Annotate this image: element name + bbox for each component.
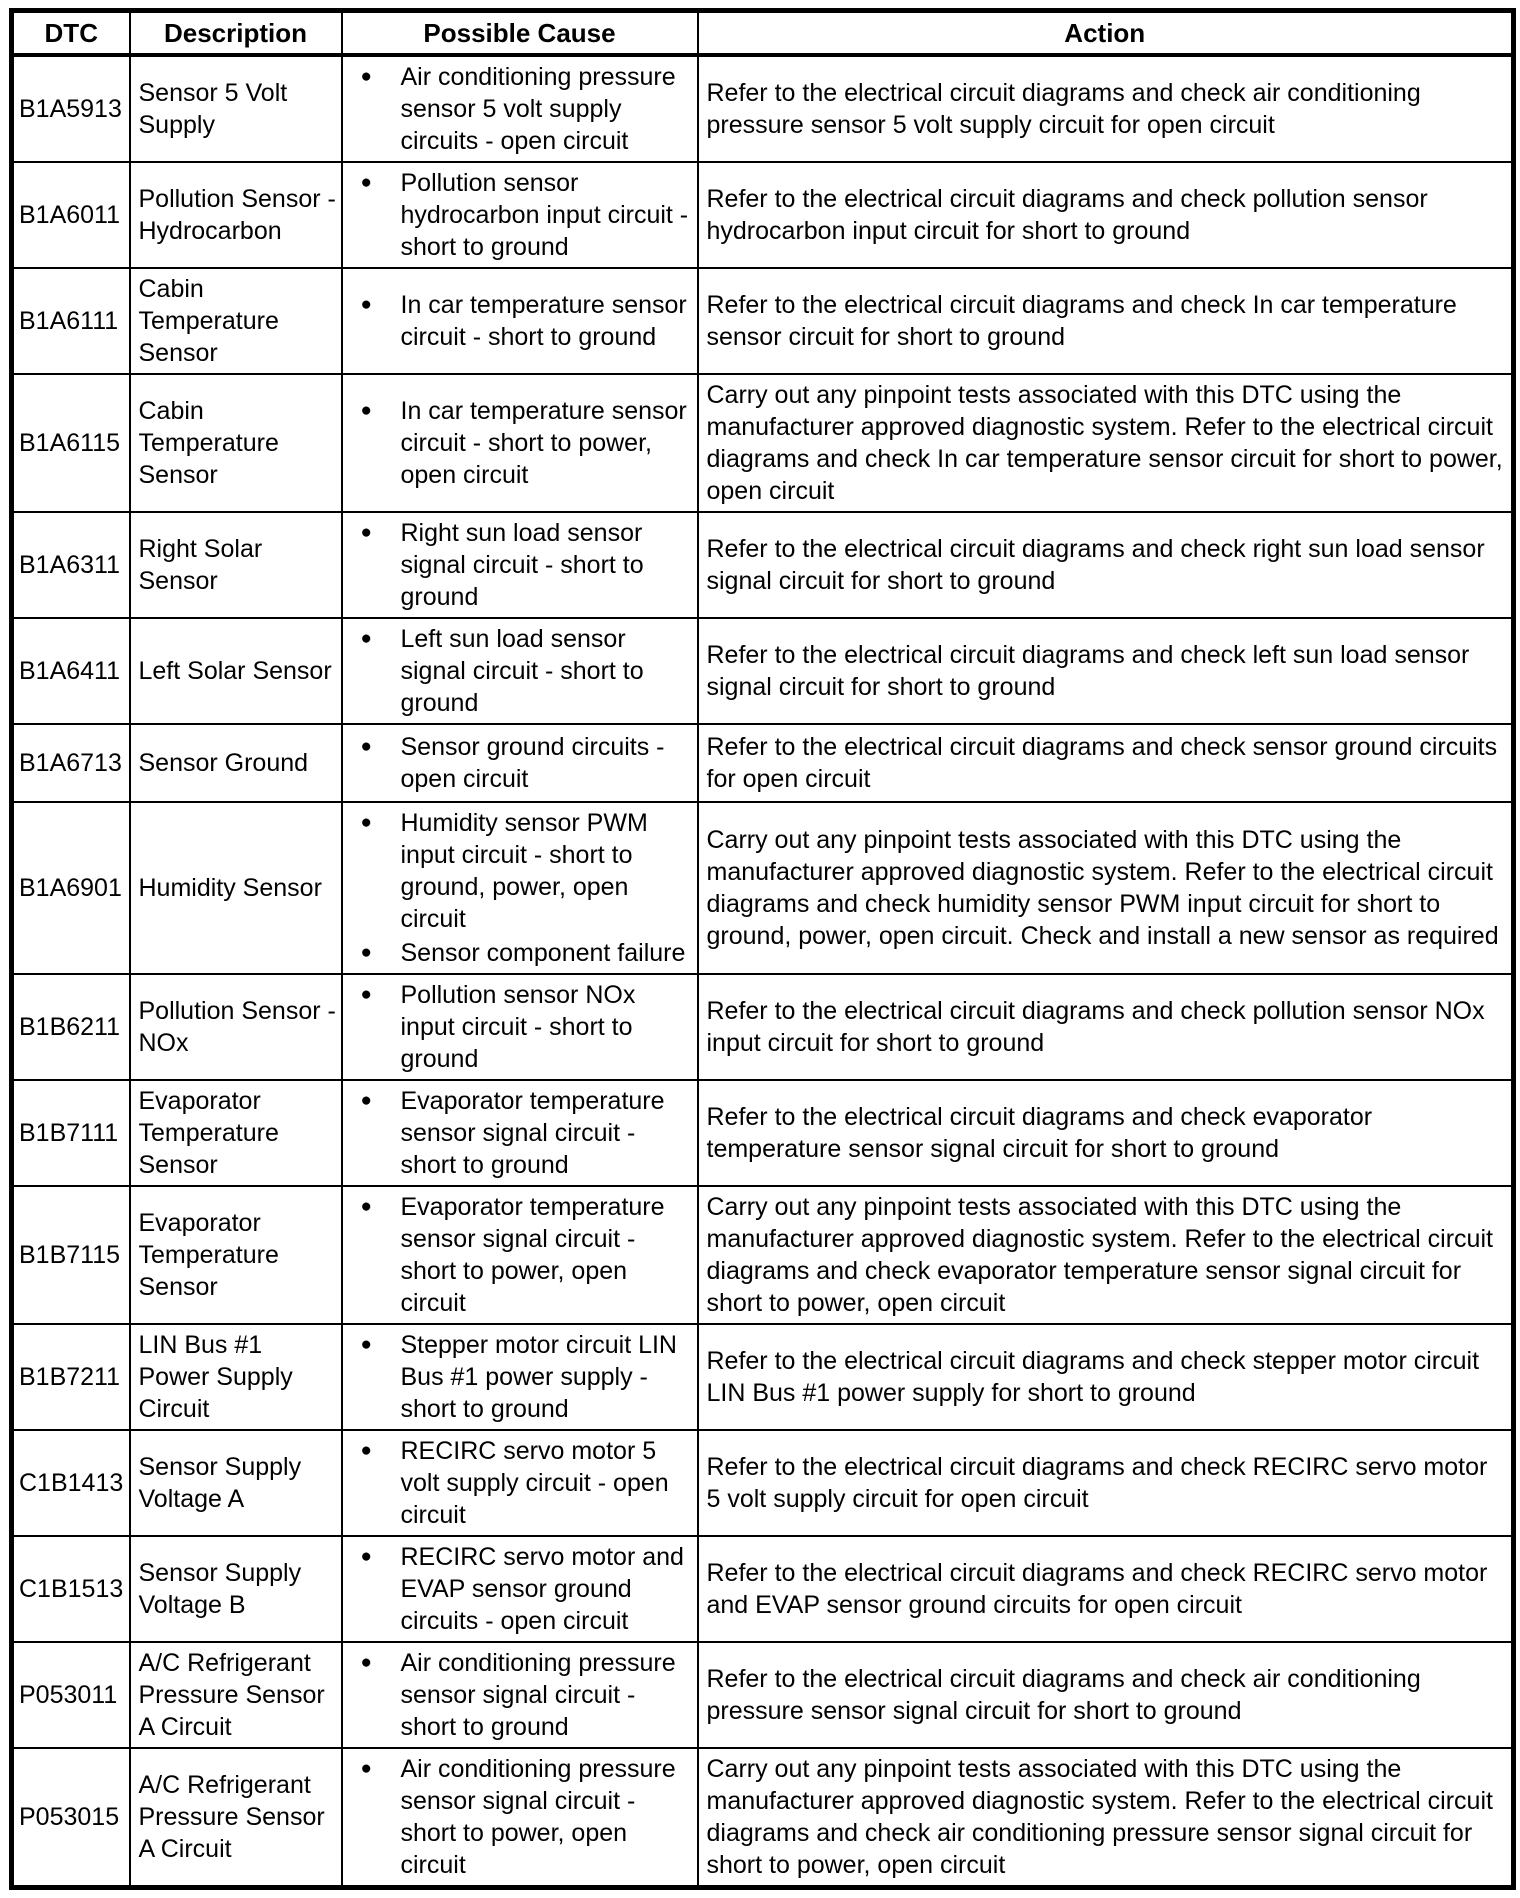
dtc-description: Sensor Supply Voltage B [130,1536,342,1642]
dtc-code: P053011 [12,1642,130,1748]
bullet-icon: ● [360,1090,372,1111]
dtc-code: B1B7211 [12,1324,130,1430]
possible-cause-cell [342,374,698,512]
dtc-code: B1A6411 [12,618,130,724]
dtc-description: Pollution Sensor - Hydrocarbon [130,162,342,268]
cause-text: Evaporator temperature sensor signal circuit - short to ground [400,1087,665,1179]
cause-item [345,167,695,263]
cause-item [345,1085,695,1181]
cause-item [345,1191,695,1319]
cause-item [345,731,695,795]
cause-item [345,61,695,157]
action-cell: Refer to the electrical circuit diagrams and check RECIRC servo motor and EVAP sensor ground circuits for open circuit [698,1536,1514,1642]
table-row [12,268,1514,374]
possible-cause-cell [342,1324,698,1430]
action-cell: Carry out any pinpoint tests associated with this DTC using the manufacturer approved diagnostic system. Refer to the electrical circuit diagrams and check evaporator temperature sensor signal circuit for short to power, open circuit [698,1186,1514,1324]
cause-text: Pollution sensor hydrocarbon input circuit - short to ground [400,169,689,261]
cause-item [345,1329,695,1425]
cause-item [345,289,695,353]
bullet-icon: ● [360,984,372,1005]
cause-text: In car temperature sensor circuit - short to ground [400,291,687,351]
bullet-icon: ● [360,942,372,963]
dtc-description: A/C Refrigerant Pressure Sensor A Circuit [130,1642,342,1748]
cause-text: Right sun load sensor signal circuit - short to ground [400,519,644,611]
cause-item [345,807,695,935]
possible-cause-cell [342,724,698,802]
bullet-icon: ● [360,522,372,543]
cause-item [345,1541,695,1637]
bullet-icon: ● [360,1546,372,1567]
cause-text: Sensor component failure [400,939,686,967]
table-row [12,1642,1514,1748]
cause-item [345,937,695,969]
action-cell: Refer to the electrical circuit diagrams and check In car temperature sensor circuit for short to ground [698,268,1514,374]
cause-text: Pollution sensor NOx input circuit - short to ground [400,981,636,1073]
dtc-code: B1A6901 [12,802,130,974]
dtc-code: B1B7115 [12,1186,130,1324]
dtc-description: Humidity Sensor [130,802,342,974]
bullet-icon: ● [360,1334,372,1355]
cause-item [345,623,695,719]
table-row [12,1430,1514,1536]
col-header-action: Action [698,11,1514,56]
bullet-icon: ● [360,1758,372,1779]
dtc-code: B1A6111 [12,268,130,374]
possible-cause-cell [342,1536,698,1642]
dtc-code: C1B1513 [12,1536,130,1642]
possible-cause-cell [342,1642,698,1748]
dtc-code: B1A6115 [12,374,130,512]
bullet-icon: ● [360,1652,372,1673]
cause-text: In car temperature sensor circuit - short to power, open circuit [400,397,687,489]
cause-text: Air conditioning pressure sensor 5 volt supply circuits - open circuit [400,63,676,155]
table-row [12,55,1514,162]
table-row [12,1080,1514,1186]
dtc-description: LIN Bus #1 Power Supply Circuit [130,1324,342,1430]
bullet-icon: ● [360,736,372,757]
possible-cause-cell [342,268,698,374]
cause-item [345,1435,695,1531]
bullet-icon: ● [360,812,372,833]
action-cell: Refer to the electrical circuit diagrams and check stepper motor circuit LIN Bus #1 power supply for short to ground [698,1324,1514,1430]
bullet-icon: ● [360,66,372,87]
table-row [12,1186,1514,1324]
action-cell: Carry out any pinpoint tests associated with this DTC using the manufacturer approved diagnostic system. Refer to the electrical circuit diagrams and check In car temperature sensor circuit for short to power, open circuit [698,374,1514,512]
header-row [12,11,1514,56]
table-row [12,724,1514,802]
dtc-code: B1B7111 [12,1080,130,1186]
action-cell: Carry out any pinpoint tests associated with this DTC using the manufacturer approved diagnostic system. Refer to the electrical circuit diagrams and check humidity sensor PWM input circuit for short to ground, power, open circuit. Check and install a new sensor as required [698,802,1514,974]
dtc-description: A/C Refrigerant Pressure Sensor A Circuit [130,1748,342,1888]
dtc-code: P053015 [12,1748,130,1888]
bullet-icon: ● [360,1196,372,1217]
col-header-description: Description [130,11,342,56]
table-row [12,802,1514,974]
dtc-code: B1A6011 [12,162,130,268]
cause-text: Air conditioning pressure sensor signal circuit - short to power, open circuit [400,1755,676,1879]
cause-text: Air conditioning pressure sensor signal circuit - short to ground [400,1649,676,1741]
cause-item [345,1753,695,1881]
table-row [12,618,1514,724]
action-cell: Refer to the electrical circuit diagrams and check evaporator temperature sensor signal circuit for short to ground [698,1080,1514,1186]
action-cell: Refer to the electrical circuit diagrams and check sensor ground circuits for open circuit [698,724,1514,802]
cause-item [345,517,695,613]
possible-cause-cell [342,1430,698,1536]
action-cell: Refer to the electrical circuit diagrams and check right sun load sensor signal circuit for short to ground [698,512,1514,618]
table-row [12,1324,1514,1430]
possible-cause-cell [342,1186,698,1324]
dtc-description: Sensor Supply Voltage A [130,1430,342,1536]
dtc-table [9,8,1516,1890]
possible-cause-cell [342,618,698,724]
bullet-icon: ● [360,1440,372,1461]
cause-item [345,395,695,491]
table-row [12,374,1514,512]
possible-cause-cell [342,162,698,268]
table-row [12,512,1514,618]
action-cell: Refer to the electrical circuit diagrams and check RECIRC servo motor 5 volt supply circuit for open circuit [698,1430,1514,1536]
possible-cause-cell [342,1748,698,1888]
cause-text: RECIRC servo motor and EVAP sensor ground circuits - open circuit [400,1543,684,1635]
dtc-description: Sensor 5 Volt Supply [130,55,342,162]
table-row [12,1748,1514,1888]
possible-cause-cell [342,802,698,974]
bullet-icon: ● [360,294,372,315]
col-header-possible-cause: Possible Cause [342,11,698,56]
dtc-description: Pollution Sensor - NOx [130,974,342,1080]
dtc-description: Cabin Temperature Sensor [130,268,342,374]
action-cell: Refer to the electrical circuit diagrams and check air conditioning pressure sensor 5 volt supply circuit for open circuit [698,55,1514,162]
table-row [12,974,1514,1080]
dtc-code: C1B1413 [12,1430,130,1536]
possible-cause-cell [342,55,698,162]
dtc-code: B1A6713 [12,724,130,802]
col-header-dtc: DTC [12,11,130,56]
dtc-code: B1A6311 [12,512,130,618]
bullet-icon: ● [360,400,372,421]
bullet-icon: ● [360,172,372,193]
cause-item [345,1647,695,1743]
possible-cause-cell [342,974,698,1080]
bullet-icon: ● [360,628,372,649]
dtc-code: B1A5913 [12,55,130,162]
cause-text: Humidity sensor PWM input circuit - short to ground, power, open circuit [400,809,648,933]
action-cell: Refer to the electrical circuit diagrams and check pollution sensor NOx input circuit for short to ground [698,974,1514,1080]
cause-item [345,979,695,1075]
dtc-code: B1B6211 [12,974,130,1080]
action-cell: Refer to the electrical circuit diagrams and check pollution sensor hydrocarbon input circuit for short to ground [698,162,1514,268]
cause-text: Sensor ground circuits - open circuit [400,733,665,793]
action-cell: Refer to the electrical circuit diagrams and check left sun load sensor signal circuit for short to ground [698,618,1514,724]
dtc-description: Evaporator Temperature Sensor [130,1186,342,1324]
table-row [12,162,1514,268]
possible-cause-cell [342,1080,698,1186]
action-cell: Carry out any pinpoint tests associated with this DTC using the manufacturer approved diagnostic system. Refer to the electrical circuit diagrams and check air conditioning pressure sensor signal circuit for short to power, open circuit [698,1748,1514,1888]
cause-text: Left sun load sensor signal circuit - short to ground [400,625,644,717]
cause-text: Evaporator temperature sensor signal circuit - short to power, open circuit [400,1193,665,1317]
dtc-description: Sensor Ground [130,724,342,802]
cause-text: Stepper motor circuit LIN Bus #1 power supply - short to ground [400,1331,677,1423]
dtc-description: Left Solar Sensor [130,618,342,724]
cause-text: RECIRC servo motor 5 volt supply circuit - open circuit [400,1437,669,1529]
action-cell: Refer to the electrical circuit diagrams and check air conditioning pressure sensor signal circuit for short to ground [698,1642,1514,1748]
table-row [12,1536,1514,1642]
possible-cause-cell [342,512,698,618]
dtc-description: Right Solar Sensor [130,512,342,618]
dtc-description: Evaporator Temperature Sensor [130,1080,342,1186]
dtc-description: Cabin Temperature Sensor [130,374,342,512]
